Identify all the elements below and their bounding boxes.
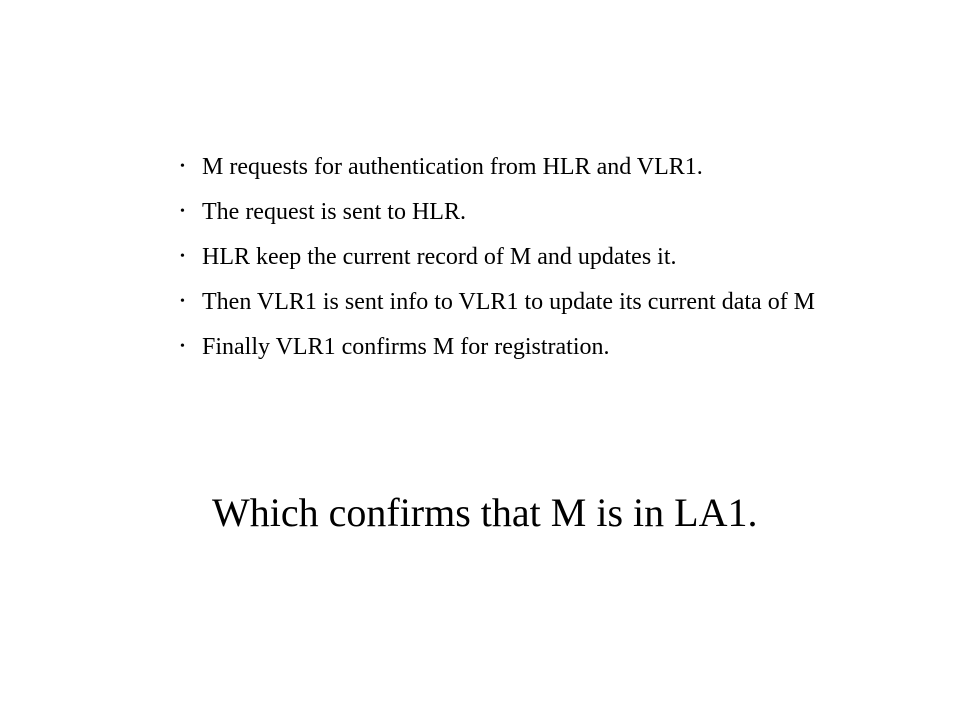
bullet-dot-icon: • <box>180 159 185 174</box>
bullet-dot-icon: • <box>180 339 185 354</box>
bullet-dot-icon: • <box>180 294 185 309</box>
list-item <box>180 287 880 317</box>
bullet-text: M requests for authentication from HLR and VLR1. <box>202 154 703 180</box>
bullet-text: The request is sent to HLR. <box>202 199 466 225</box>
list-item <box>180 197 880 227</box>
bullet-text: HLR keep the current record of M and updates it. <box>202 244 677 270</box>
bullet-dot-icon: • <box>180 249 185 264</box>
bullet-dot-icon: • <box>180 204 185 219</box>
bullet-list <box>180 152 880 377</box>
list-item <box>180 242 880 272</box>
bullet-text: Finally VLR1 confirms M for registration. <box>202 334 610 360</box>
list-item <box>180 152 880 182</box>
conclusion-text: Which confirms that M is in LA1. <box>212 490 758 535</box>
list-item <box>180 332 880 362</box>
bullet-text: Then VLR1 is sent info to VLR1 to update its current data of M <box>202 289 816 315</box>
